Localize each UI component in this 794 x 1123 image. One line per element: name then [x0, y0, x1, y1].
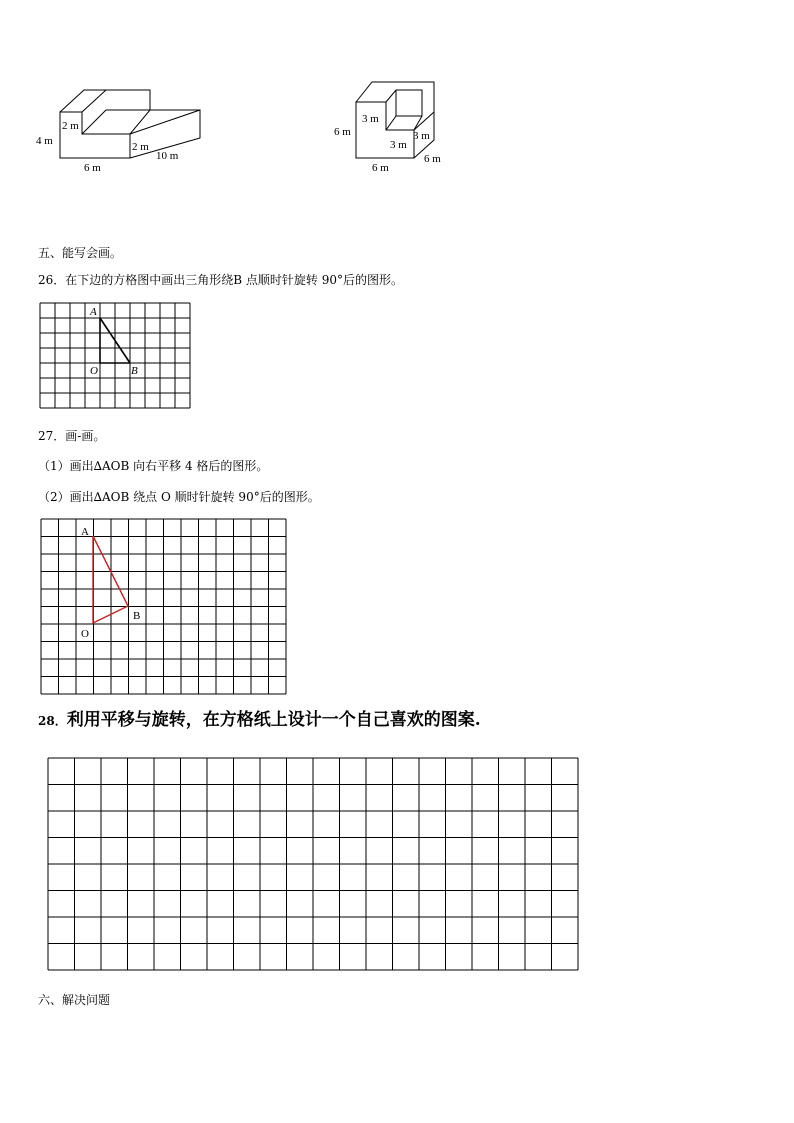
q28-heading [38, 710, 481, 730]
q27-grid [40, 518, 288, 696]
q27-label-b: B [133, 610, 141, 622]
q26-label-o: O [90, 365, 98, 377]
stairs-depth-label: 10 m [156, 150, 179, 162]
q27-sub2: （2）画出∆AOB 绕点 O 顺时针旋转 90°后的图形。 [38, 490, 320, 504]
stairs-width-label: 6 m [84, 162, 101, 174]
q27-label-o: O [81, 628, 89, 640]
cube-cut-bottom-label: 3 m [390, 139, 407, 151]
q27-text: 27．画-画。 [38, 429, 106, 443]
q27-label-a: A [81, 526, 89, 538]
q26-text: 26．在下边的方格图中画出三角形绕B 点顺时针旋转 90°后的图形。 [38, 273, 403, 287]
q28-text: 利用平移与旋转，在方格纸上设计一个自己喜欢的图案. [66, 710, 481, 730]
cube-width-label: 6 m [372, 162, 389, 174]
q28-grid [47, 757, 581, 973]
stairs-step-upper-label: 2 m [62, 120, 79, 132]
stairs-figure [30, 80, 230, 180]
section5-heading: 五、能写会画。 [38, 246, 123, 260]
q26-grid [39, 302, 193, 410]
stairs-height-label: 4 m [36, 135, 53, 147]
cube-cut-figure [330, 72, 460, 182]
section6-heading: 六、解决问题 [38, 993, 111, 1007]
cube-cut-right-label: 3 m [413, 130, 430, 142]
stairs-step-lower-label: 2 m [132, 141, 149, 153]
cube-height-label: 6 m [334, 126, 351, 138]
cube-depth-label: 6 m [424, 153, 441, 165]
q27-sub1: （1）画出∆AOB 向右平移 4 格后的图形。 [38, 459, 269, 473]
q26-label-a: A [90, 306, 97, 318]
cube-cut-top-label: 3 m [362, 113, 379, 125]
q28-number: 28． [38, 714, 67, 728]
q26-label-b: B [131, 365, 138, 377]
